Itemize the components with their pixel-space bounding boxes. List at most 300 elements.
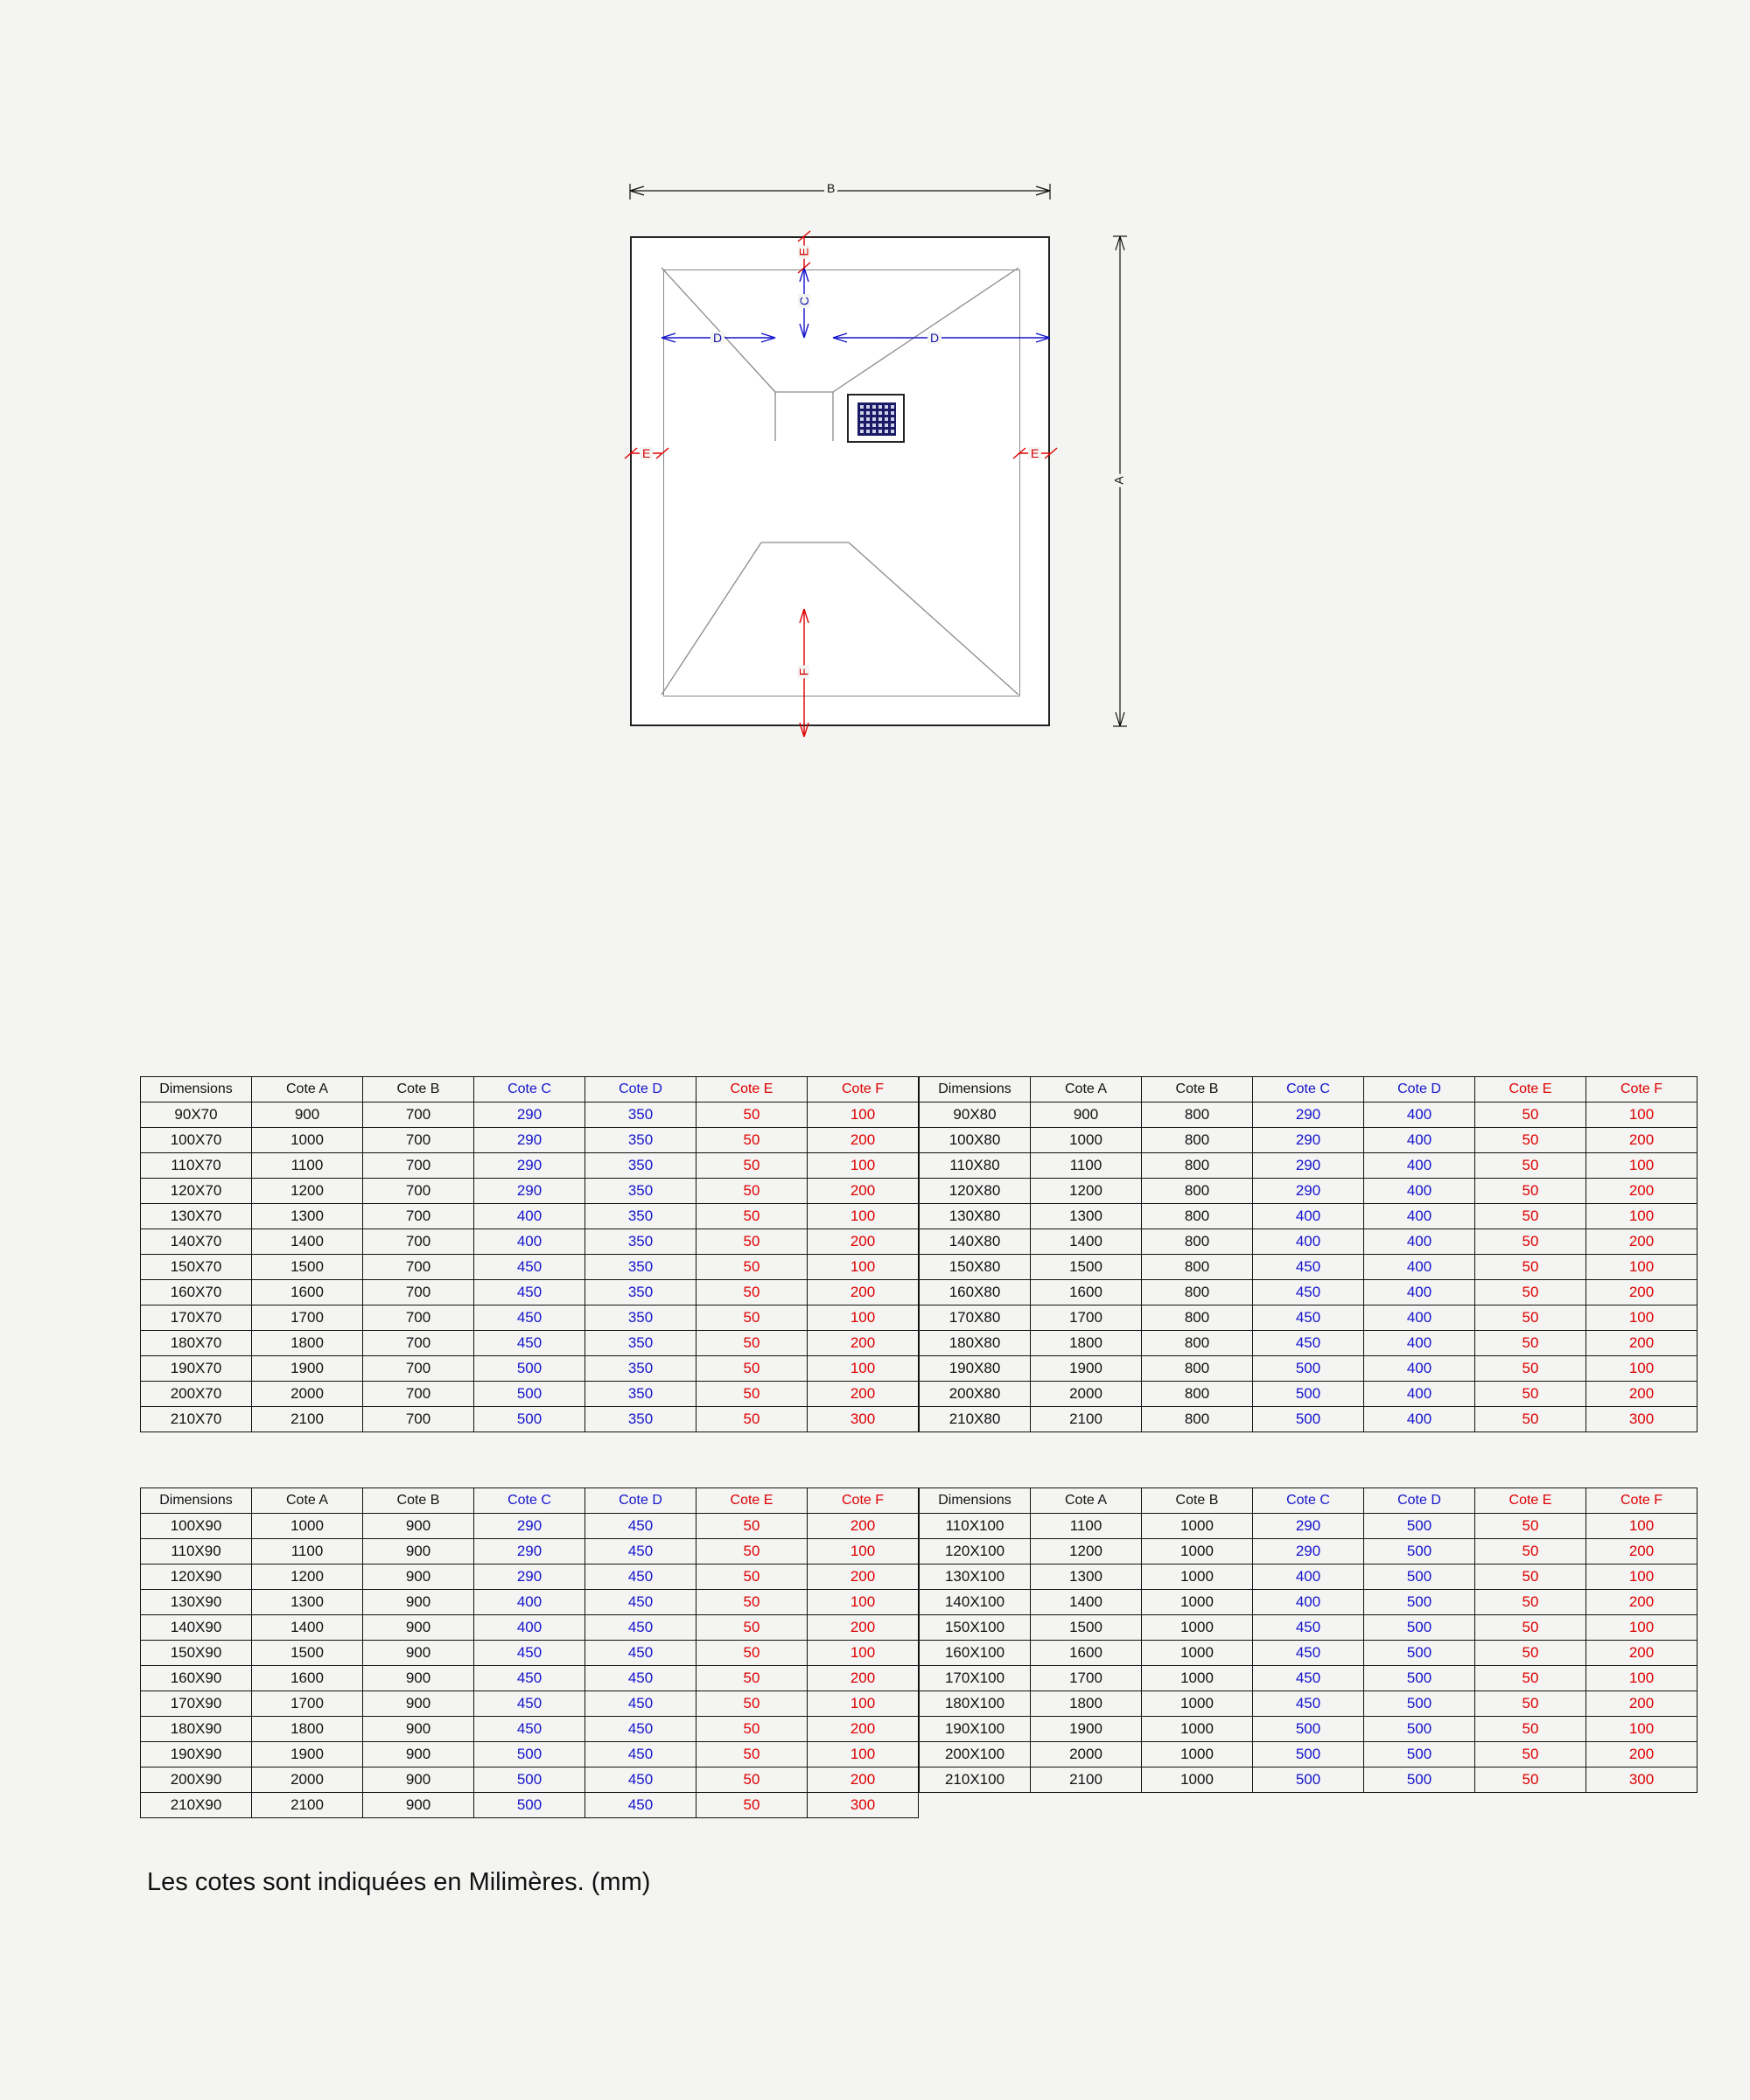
cell-dimensions: 140X70 [141,1229,252,1255]
cell-dimensions: 200X90 [141,1768,252,1793]
cell-cote-f: 200 [1586,1691,1698,1717]
cell-cote-f: 200 [808,1666,919,1691]
cell-cote-c: 500 [1253,1356,1364,1382]
cell-cote-a: 1700 [252,1691,363,1717]
cell-dimensions: 110X100 [920,1514,1031,1539]
cell-cote-d: 350 [585,1407,696,1432]
cell-cote-f: 100 [1586,1564,1698,1590]
table-row [920,1382,1698,1407]
cell-cote-d: 400 [1364,1229,1475,1255]
cell-dimensions: 140X80 [920,1229,1031,1255]
cell-cote-c: 450 [474,1255,585,1280]
cell-cote-d: 400 [1364,1331,1475,1356]
cell-cote-f: 200 [808,1229,919,1255]
cell-cote-a: 2000 [1031,1382,1142,1407]
cell-cote-b: 900 [363,1615,474,1641]
col-header-cote-a: Cote A [252,1077,363,1102]
table-row [920,1102,1698,1128]
cell-cote-d: 450 [585,1717,696,1742]
table-row [141,1539,919,1564]
cell-dimensions: 110X70 [141,1153,252,1179]
cell-cote-c: 500 [1253,1382,1364,1407]
cell-cote-c: 500 [474,1793,585,1818]
cell-cote-e: 50 [696,1229,808,1255]
cell-cote-c: 290 [474,1102,585,1128]
cell-cote-d: 500 [1364,1666,1475,1691]
table-row [920,1179,1698,1204]
cell-cote-e: 50 [696,1641,808,1666]
cell-cote-b: 900 [363,1666,474,1691]
table-row [141,1666,919,1691]
cell-cote-f: 100 [1586,1615,1698,1641]
dimension-label-d-left: D [710,332,724,344]
cell-cote-c: 400 [474,1229,585,1255]
cell-cote-a: 1800 [1031,1331,1142,1356]
cell-dimensions: 150X70 [141,1255,252,1280]
cell-cote-e: 50 [1475,1204,1586,1229]
cell-dimensions: 180X90 [141,1717,252,1742]
cell-dimensions: 120X80 [920,1179,1031,1204]
cell-cote-f: 100 [1586,1356,1698,1382]
cell-cote-b: 1000 [1142,1514,1253,1539]
cell-cote-a: 900 [252,1102,363,1128]
cell-cote-c: 290 [474,1179,585,1204]
table-row [141,1717,919,1742]
cell-dimensions: 170X70 [141,1306,252,1331]
cell-dimensions: 100X80 [920,1128,1031,1153]
cell-cote-b: 900 [363,1641,474,1666]
cell-cote-c: 500 [1253,1407,1364,1432]
cell-dimensions: 200X100 [920,1742,1031,1768]
cell-cote-b: 700 [363,1255,474,1280]
cell-cote-d: 350 [585,1229,696,1255]
cell-cote-c: 450 [474,1306,585,1331]
table-row [920,1407,1698,1432]
table-row [920,1331,1698,1356]
cell-cote-a: 1500 [1031,1255,1142,1280]
dimension-label-f: F [797,666,809,679]
cell-cote-b: 800 [1142,1306,1253,1331]
cell-cote-a: 1000 [1031,1128,1142,1153]
cell-cote-a: 2000 [252,1382,363,1407]
cell-dimensions: 160X90 [141,1666,252,1691]
cell-cote-b: 800 [1142,1331,1253,1356]
cell-cote-c: 500 [474,1768,585,1793]
table-row [920,1356,1698,1382]
cell-cote-b: 800 [1142,1153,1253,1179]
cell-cote-f: 200 [808,1564,919,1590]
col-header-cote-f: Cote F [1586,1488,1698,1514]
cell-cote-c: 290 [474,1128,585,1153]
cell-cote-d: 450 [585,1615,696,1641]
cell-cote-b: 800 [1142,1204,1253,1229]
cell-cote-c: 450 [474,1280,585,1306]
col-header-cote-e: Cote E [1475,1488,1586,1514]
cell-cote-b: 700 [363,1153,474,1179]
cell-cote-b: 900 [363,1742,474,1768]
table-row [920,1590,1698,1615]
cell-cote-d: 350 [585,1280,696,1306]
cell-cote-b: 1000 [1142,1666,1253,1691]
table-row [920,1717,1698,1742]
cell-cote-f: 200 [1586,1229,1698,1255]
table-row [920,1153,1698,1179]
cell-cote-e: 50 [696,1742,808,1768]
dimension-table-90 [140,1488,919,1818]
table-row [141,1128,919,1153]
cell-cote-b: 900 [363,1539,474,1564]
cell-dimensions: 190X80 [920,1356,1031,1382]
table-row [141,1306,919,1331]
cell-cote-a: 2100 [1031,1407,1142,1432]
table-row [920,1691,1698,1717]
cell-cote-b: 700 [363,1204,474,1229]
cell-cote-a: 1900 [252,1356,363,1382]
cell-cote-c: 450 [474,1717,585,1742]
cell-cote-b: 700 [363,1331,474,1356]
cell-cote-b: 800 [1142,1102,1253,1128]
table-row [141,1280,919,1306]
dimension-label-a: A [1113,473,1125,486]
cell-dimensions: 90X80 [920,1102,1031,1128]
cell-cote-d: 350 [585,1128,696,1153]
cell-dimensions: 120X70 [141,1179,252,1204]
cell-cote-c: 500 [1253,1742,1364,1768]
table-row [920,1742,1698,1768]
cell-cote-f: 300 [808,1793,919,1818]
cell-cote-c: 290 [474,1539,585,1564]
col-header-cote-b: Cote B [363,1077,474,1102]
cell-cote-d: 350 [585,1179,696,1204]
table-row [920,1255,1698,1280]
cell-cote-d: 500 [1364,1514,1475,1539]
cell-cote-c: 400 [474,1590,585,1615]
cell-cote-f: 200 [1586,1539,1698,1564]
cell-cote-e: 50 [696,1382,808,1407]
cell-cote-f: 200 [1586,1382,1698,1407]
cell-cote-c: 400 [1253,1204,1364,1229]
col-header-cote-e: Cote E [696,1077,808,1102]
cell-cote-d: 500 [1364,1768,1475,1793]
cell-cote-f: 100 [808,1590,919,1615]
cell-cote-a: 1900 [1031,1356,1142,1382]
cell-cote-f: 100 [1586,1666,1698,1691]
cell-cote-b: 900 [363,1793,474,1818]
cell-cote-b: 700 [363,1229,474,1255]
cell-cote-e: 50 [1475,1615,1586,1641]
table-row [141,1742,919,1768]
cell-cote-c: 450 [1253,1255,1364,1280]
cell-cote-f: 100 [1586,1306,1698,1331]
cell-cote-c: 400 [474,1615,585,1641]
cell-cote-e: 50 [1475,1128,1586,1153]
cell-cote-a: 1800 [252,1717,363,1742]
cell-cote-b: 800 [1142,1255,1253,1280]
cell-cote-b: 1000 [1142,1691,1253,1717]
dimension-label-e-right: E [1028,447,1041,459]
cell-cote-d: 350 [585,1102,696,1128]
cell-cote-c: 450 [1253,1666,1364,1691]
cell-cote-f: 100 [808,1539,919,1564]
cell-cote-b: 800 [1142,1382,1253,1407]
cell-cote-b: 900 [363,1514,474,1539]
cell-cote-e: 50 [696,1539,808,1564]
cell-dimensions: 130X100 [920,1564,1031,1590]
cell-cote-f: 100 [808,1255,919,1280]
table-row [141,1407,919,1432]
cell-cote-e: 50 [1475,1539,1586,1564]
table-header-row [141,1488,919,1514]
cell-cote-a: 1100 [252,1539,363,1564]
cell-cote-d: 400 [1364,1306,1475,1331]
dimension-table-100 [919,1488,1698,1793]
cell-cote-e: 50 [1475,1768,1586,1793]
cell-cote-d: 400 [1364,1255,1475,1280]
cell-cote-f: 100 [808,1742,919,1768]
cell-cote-b: 1000 [1142,1768,1253,1793]
cell-cote-a: 1700 [1031,1306,1142,1331]
cell-cote-e: 50 [696,1179,808,1204]
cell-cote-e: 50 [1475,1179,1586,1204]
cell-dimensions: 150X80 [920,1255,1031,1280]
cell-cote-d: 500 [1364,1564,1475,1590]
table-row [141,1356,919,1382]
col-header-cote-f: Cote F [808,1077,919,1102]
cell-dimensions: 160X100 [920,1641,1031,1666]
cell-cote-c: 500 [1253,1717,1364,1742]
cell-cote-b: 900 [363,1691,474,1717]
cell-cote-a: 1000 [252,1514,363,1539]
cell-cote-a: 1900 [252,1742,363,1768]
cell-cote-b: 1000 [1142,1539,1253,1564]
table-row [141,1590,919,1615]
cell-dimensions: 140X90 [141,1615,252,1641]
cell-cote-b: 800 [1142,1280,1253,1306]
cell-cote-a: 1900 [1031,1717,1142,1742]
cell-cote-e: 50 [696,1514,808,1539]
cell-cote-d: 400 [1364,1280,1475,1306]
cell-cote-c: 400 [1253,1229,1364,1255]
cell-cote-e: 50 [1475,1356,1586,1382]
cell-cote-b: 800 [1142,1356,1253,1382]
cell-cote-b: 1000 [1142,1742,1253,1768]
cell-cote-e: 50 [1475,1691,1586,1717]
cell-cote-d: 400 [1364,1356,1475,1382]
table-row [920,1564,1698,1590]
cell-dimensions: 130X80 [920,1204,1031,1229]
cell-cote-c: 290 [474,1514,585,1539]
cell-cote-d: 500 [1364,1590,1475,1615]
cell-cote-a: 1300 [252,1204,363,1229]
cell-cote-b: 700 [363,1407,474,1432]
cell-cote-a: 1100 [1031,1514,1142,1539]
cell-cote-a: 1200 [252,1179,363,1204]
cell-cote-e: 50 [1475,1102,1586,1128]
dimension-table-70 [140,1076,919,1432]
cell-cote-d: 350 [585,1153,696,1179]
cell-cote-a: 1200 [1031,1539,1142,1564]
cell-cote-d: 450 [585,1514,696,1539]
cell-cote-f: 200 [808,1717,919,1742]
cell-cote-b: 1000 [1142,1717,1253,1742]
cell-cote-b: 700 [363,1102,474,1128]
cell-dimensions: 210X70 [141,1407,252,1432]
cell-cote-f: 100 [808,1153,919,1179]
cell-cote-c: 450 [474,1666,585,1691]
cell-cote-f: 200 [808,1331,919,1356]
cell-cote-d: 350 [585,1255,696,1280]
col-header-cote-c: Cote C [1253,1077,1364,1102]
cell-cote-c: 400 [1253,1590,1364,1615]
cell-cote-f: 200 [1586,1742,1698,1768]
cell-cote-d: 450 [585,1691,696,1717]
cell-cote-d: 400 [1364,1204,1475,1229]
cell-cote-b: 1000 [1142,1615,1253,1641]
cell-cote-c: 290 [1253,1179,1364,1204]
col-header-cote-d: Cote D [585,1077,696,1102]
table-row [141,1102,919,1128]
cell-cote-f: 200 [808,1768,919,1793]
cell-dimensions: 150X100 [920,1615,1031,1641]
cell-cote-c: 290 [1253,1539,1364,1564]
cell-cote-f: 200 [1586,1590,1698,1615]
cell-cote-f: 200 [1586,1331,1698,1356]
cell-cote-f: 200 [808,1615,919,1641]
cell-cote-d: 400 [1364,1102,1475,1128]
cell-cote-a: 1100 [1031,1153,1142,1179]
cell-cote-d: 450 [585,1768,696,1793]
cell-cote-a: 1400 [1031,1590,1142,1615]
cell-cote-d: 450 [585,1793,696,1818]
dimension-label-e-top: E [798,245,810,258]
table-row [141,1641,919,1666]
cell-dimensions: 200X80 [920,1382,1031,1407]
cell-cote-f: 200 [808,1128,919,1153]
col-header-dimensions: Dimensions [920,1488,1031,1514]
cell-cote-a: 1400 [252,1615,363,1641]
cell-cote-e: 50 [696,1255,808,1280]
cell-dimensions: 110X80 [920,1153,1031,1179]
cell-dimensions: 120X100 [920,1539,1031,1564]
cell-cote-e: 50 [1475,1407,1586,1432]
table-row [920,1514,1698,1539]
cell-cote-e: 50 [1475,1153,1586,1179]
cell-cote-e: 50 [1475,1255,1586,1280]
cell-cote-b: 700 [363,1128,474,1153]
cell-cote-a: 900 [1031,1102,1142,1128]
table-row [141,1691,919,1717]
cell-cote-f: 200 [808,1179,919,1204]
cell-cote-b: 900 [363,1768,474,1793]
cell-dimensions: 210X100 [920,1768,1031,1793]
cell-cote-c: 400 [1253,1564,1364,1590]
col-header-cote-d: Cote D [585,1488,696,1514]
dimension-label-e-left: E [640,447,653,459]
col-header-cote-f: Cote F [1586,1077,1698,1102]
cell-dimensions: 180X100 [920,1691,1031,1717]
cell-cote-e: 50 [696,1306,808,1331]
cell-cote-c: 290 [1253,1153,1364,1179]
table-row [141,1382,919,1407]
cell-cote-e: 50 [696,1590,808,1615]
cell-dimensions: 90X70 [141,1102,252,1128]
cell-cote-f: 100 [1586,1153,1698,1179]
cell-cote-f: 300 [1586,1407,1698,1432]
cell-cote-c: 450 [1253,1331,1364,1356]
cell-cote-a: 1000 [252,1128,363,1153]
table-header-row [920,1077,1698,1102]
col-header-cote-c: Cote C [474,1488,585,1514]
cell-cote-c: 500 [474,1742,585,1768]
cell-cote-c: 400 [474,1204,585,1229]
cell-cote-f: 100 [1586,1717,1698,1742]
cell-cote-c: 450 [1253,1615,1364,1641]
dimension-table-80 [919,1076,1698,1432]
cell-dimensions: 170X90 [141,1691,252,1717]
cell-cote-c: 500 [1253,1768,1364,1793]
cell-cote-a: 1200 [1031,1179,1142,1204]
cell-cote-a: 1300 [252,1590,363,1615]
cell-cote-b: 700 [363,1280,474,1306]
cell-cote-e: 50 [1475,1306,1586,1331]
cell-cote-a: 1300 [1031,1204,1142,1229]
cell-cote-b: 700 [363,1356,474,1382]
cell-cote-d: 400 [1364,1153,1475,1179]
cell-cote-e: 50 [696,1666,808,1691]
cell-cote-a: 2000 [1031,1742,1142,1768]
table-row [141,1615,919,1641]
cell-cote-c: 500 [474,1356,585,1382]
cell-cote-f: 100 [808,1306,919,1331]
cell-cote-d: 500 [1364,1539,1475,1564]
table-row [141,1768,919,1793]
col-header-cote-d: Cote D [1364,1488,1475,1514]
col-header-cote-b: Cote B [1142,1488,1253,1514]
cell-cote-a: 1100 [252,1153,363,1179]
cell-cote-f: 100 [1586,1514,1698,1539]
col-header-cote-b: Cote B [1142,1077,1253,1102]
cell-cote-e: 50 [696,1691,808,1717]
cell-cote-e: 50 [696,1331,808,1356]
cell-cote-e: 50 [1475,1514,1586,1539]
cell-cote-d: 450 [585,1641,696,1666]
cell-cote-b: 900 [363,1717,474,1742]
table-row [141,1514,919,1539]
table-row [920,1280,1698,1306]
col-header-cote-f: Cote F [808,1488,919,1514]
cell-dimensions: 100X90 [141,1514,252,1539]
cell-cote-e: 50 [1475,1717,1586,1742]
cell-cote-e: 50 [1475,1666,1586,1691]
cell-dimensions: 110X90 [141,1539,252,1564]
dimension-label-c: C [798,294,810,308]
cell-cote-b: 700 [363,1306,474,1331]
cell-cote-f: 100 [808,1691,919,1717]
cell-cote-e: 50 [1475,1564,1586,1590]
cell-cote-a: 1500 [252,1255,363,1280]
cell-cote-f: 300 [1586,1768,1698,1793]
cell-cote-a: 1300 [1031,1564,1142,1590]
col-header-dimensions: Dimensions [141,1077,252,1102]
cell-cote-d: 450 [585,1539,696,1564]
cell-cote-e: 50 [1475,1229,1586,1255]
table-row [141,1153,919,1179]
cell-cote-a: 1400 [1031,1229,1142,1255]
cell-cote-d: 400 [1364,1179,1475,1204]
cell-dimensions: 200X70 [141,1382,252,1407]
cell-cote-a: 2000 [252,1768,363,1793]
cell-dimensions: 130X70 [141,1204,252,1229]
